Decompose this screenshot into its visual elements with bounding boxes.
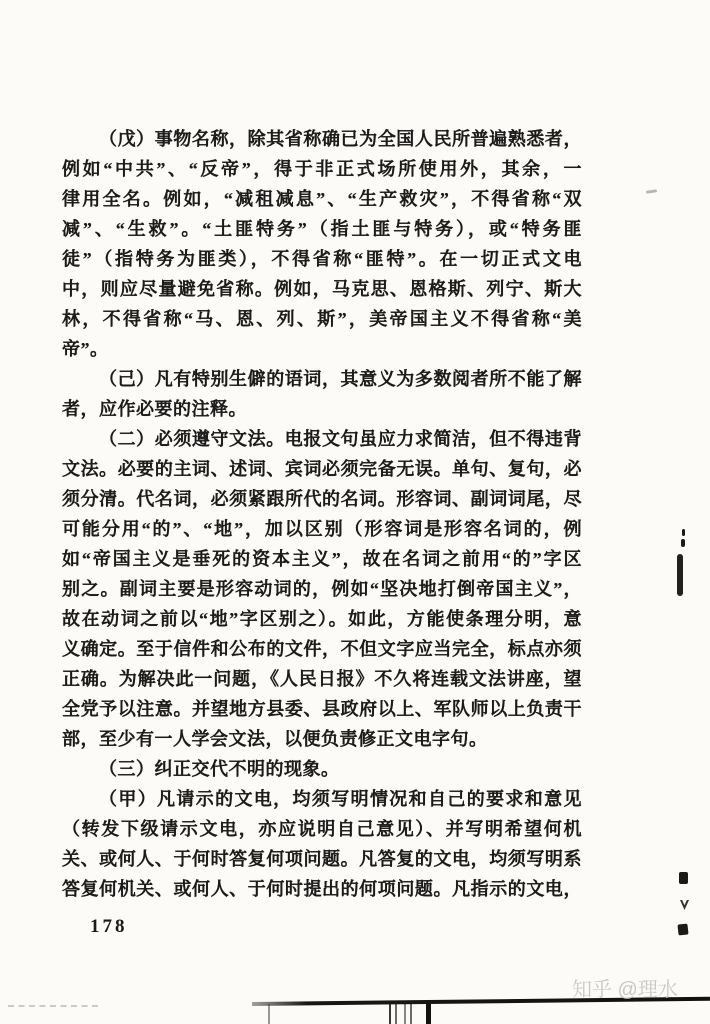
scan-artifact-spine-stroke <box>404 1004 406 1024</box>
text-line: 关、或何人、于何时答复何项问题。凡答复的文电，均须写明系 <box>62 849 582 869</box>
text-line: 可能分用“的”、“地”，加以区别（形容词是形容名词的，例 <box>62 519 582 539</box>
text-line: 者，应作必要的注释。 <box>62 399 247 419</box>
scan-speck <box>646 189 657 194</box>
text-line: （戊）事物名称，除其省称确已为全国人民所普遍熟悉者， <box>99 129 582 149</box>
document-text <box>62 124 582 904</box>
scan-artifact-spine-stroke <box>410 1004 412 1024</box>
text-line: 故在动词之前以“地”字区别之）。如此，方能使条理分明，意 <box>62 609 582 629</box>
scan-artifact-spine-stroke <box>389 1004 391 1024</box>
text-line: 答复何机关、或何人、于何时提出的何项问题。凡指示的文电， <box>62 879 582 899</box>
page-edge-mark <box>680 900 689 910</box>
text-line: （二）必须遵守文法。电报文句虽应力求简洁，但不得违背 <box>99 429 582 449</box>
scan-artifact-dashed-line <box>8 1005 98 1007</box>
page-edge-mark <box>681 539 685 547</box>
scan-artifact-spine-stroke <box>426 1002 431 1024</box>
text-line: 徒”（指特务为匪类），不得省称“匪特”。在一切正式文电 <box>62 249 582 269</box>
text-line: （己）凡有特别生僻的语词，其意义为多数阅者所不能了解 <box>99 369 582 389</box>
text-line: 中，则应尽量避免省称。例如，马克思、恩格斯、列宁、斯大 <box>62 279 582 299</box>
text-line: 须分清。代名词，必须紧跟所代的名词。形容词、副词词尾，尽 <box>62 489 582 509</box>
text-line: （三）纠正交代不明的现象。 <box>99 759 340 779</box>
watermark: 知乎 @理水 <box>572 979 678 1001</box>
text-line: （转发下级请示文电，亦应说明自己意见）、并写明希望何机 <box>62 819 582 839</box>
text-line: 别之。副词主要是形容动词的，例如“坚决地打倒帝国主义”， <box>62 579 582 599</box>
page-edge-mark <box>677 924 688 936</box>
text-line: 减”、“生救”。“土匪特务”（指土匪与特务），或“特务匪 <box>62 219 582 239</box>
text-line: （甲）凡请示的文电，均须写明情况和自己的要求和意见 <box>99 789 582 809</box>
text-line: 如“帝国主义是垂死的资本主义”，故在名词之前用“的”字区 <box>62 549 582 569</box>
text-line: 律用全名。例如，“减租减息”、“生产救灾”，不得省称“双 <box>62 189 582 209</box>
text-line: 部，至少有一人学会文法，以便负责修正文电字句。 <box>62 729 488 749</box>
page-number: 178 <box>90 916 128 937</box>
scan-artifact-spine-stroke <box>268 1004 270 1024</box>
text-line: 帝”。 <box>62 339 109 359</box>
text-line: 全党予以注意。并望地方县委、县政府以上、军队师以上负责干 <box>62 699 582 719</box>
text-line: 义确定。至于信件和公布的文件，不但文字应当完全，标点亦须 <box>62 639 582 659</box>
page-edge-mark <box>679 872 688 884</box>
scan-artifact-spine-stroke <box>395 1004 397 1024</box>
page-edge-mark <box>677 554 683 596</box>
text-line: 林，不得省称“马、恩、列、斯”，美帝国主义不得省称“美 <box>62 309 582 329</box>
page-edge-mark <box>682 529 685 536</box>
text-line: 例如“中共”、“反帝”，得于非正式场所使用外，其余，一 <box>62 159 582 179</box>
text-line: 文法。必要的主词、述词、宾词必须完备无误。单句、复句，必 <box>62 459 582 479</box>
text-line: 正确。为解决此一问题，《人民日报》不久将连载文法讲座，望 <box>62 669 582 689</box>
